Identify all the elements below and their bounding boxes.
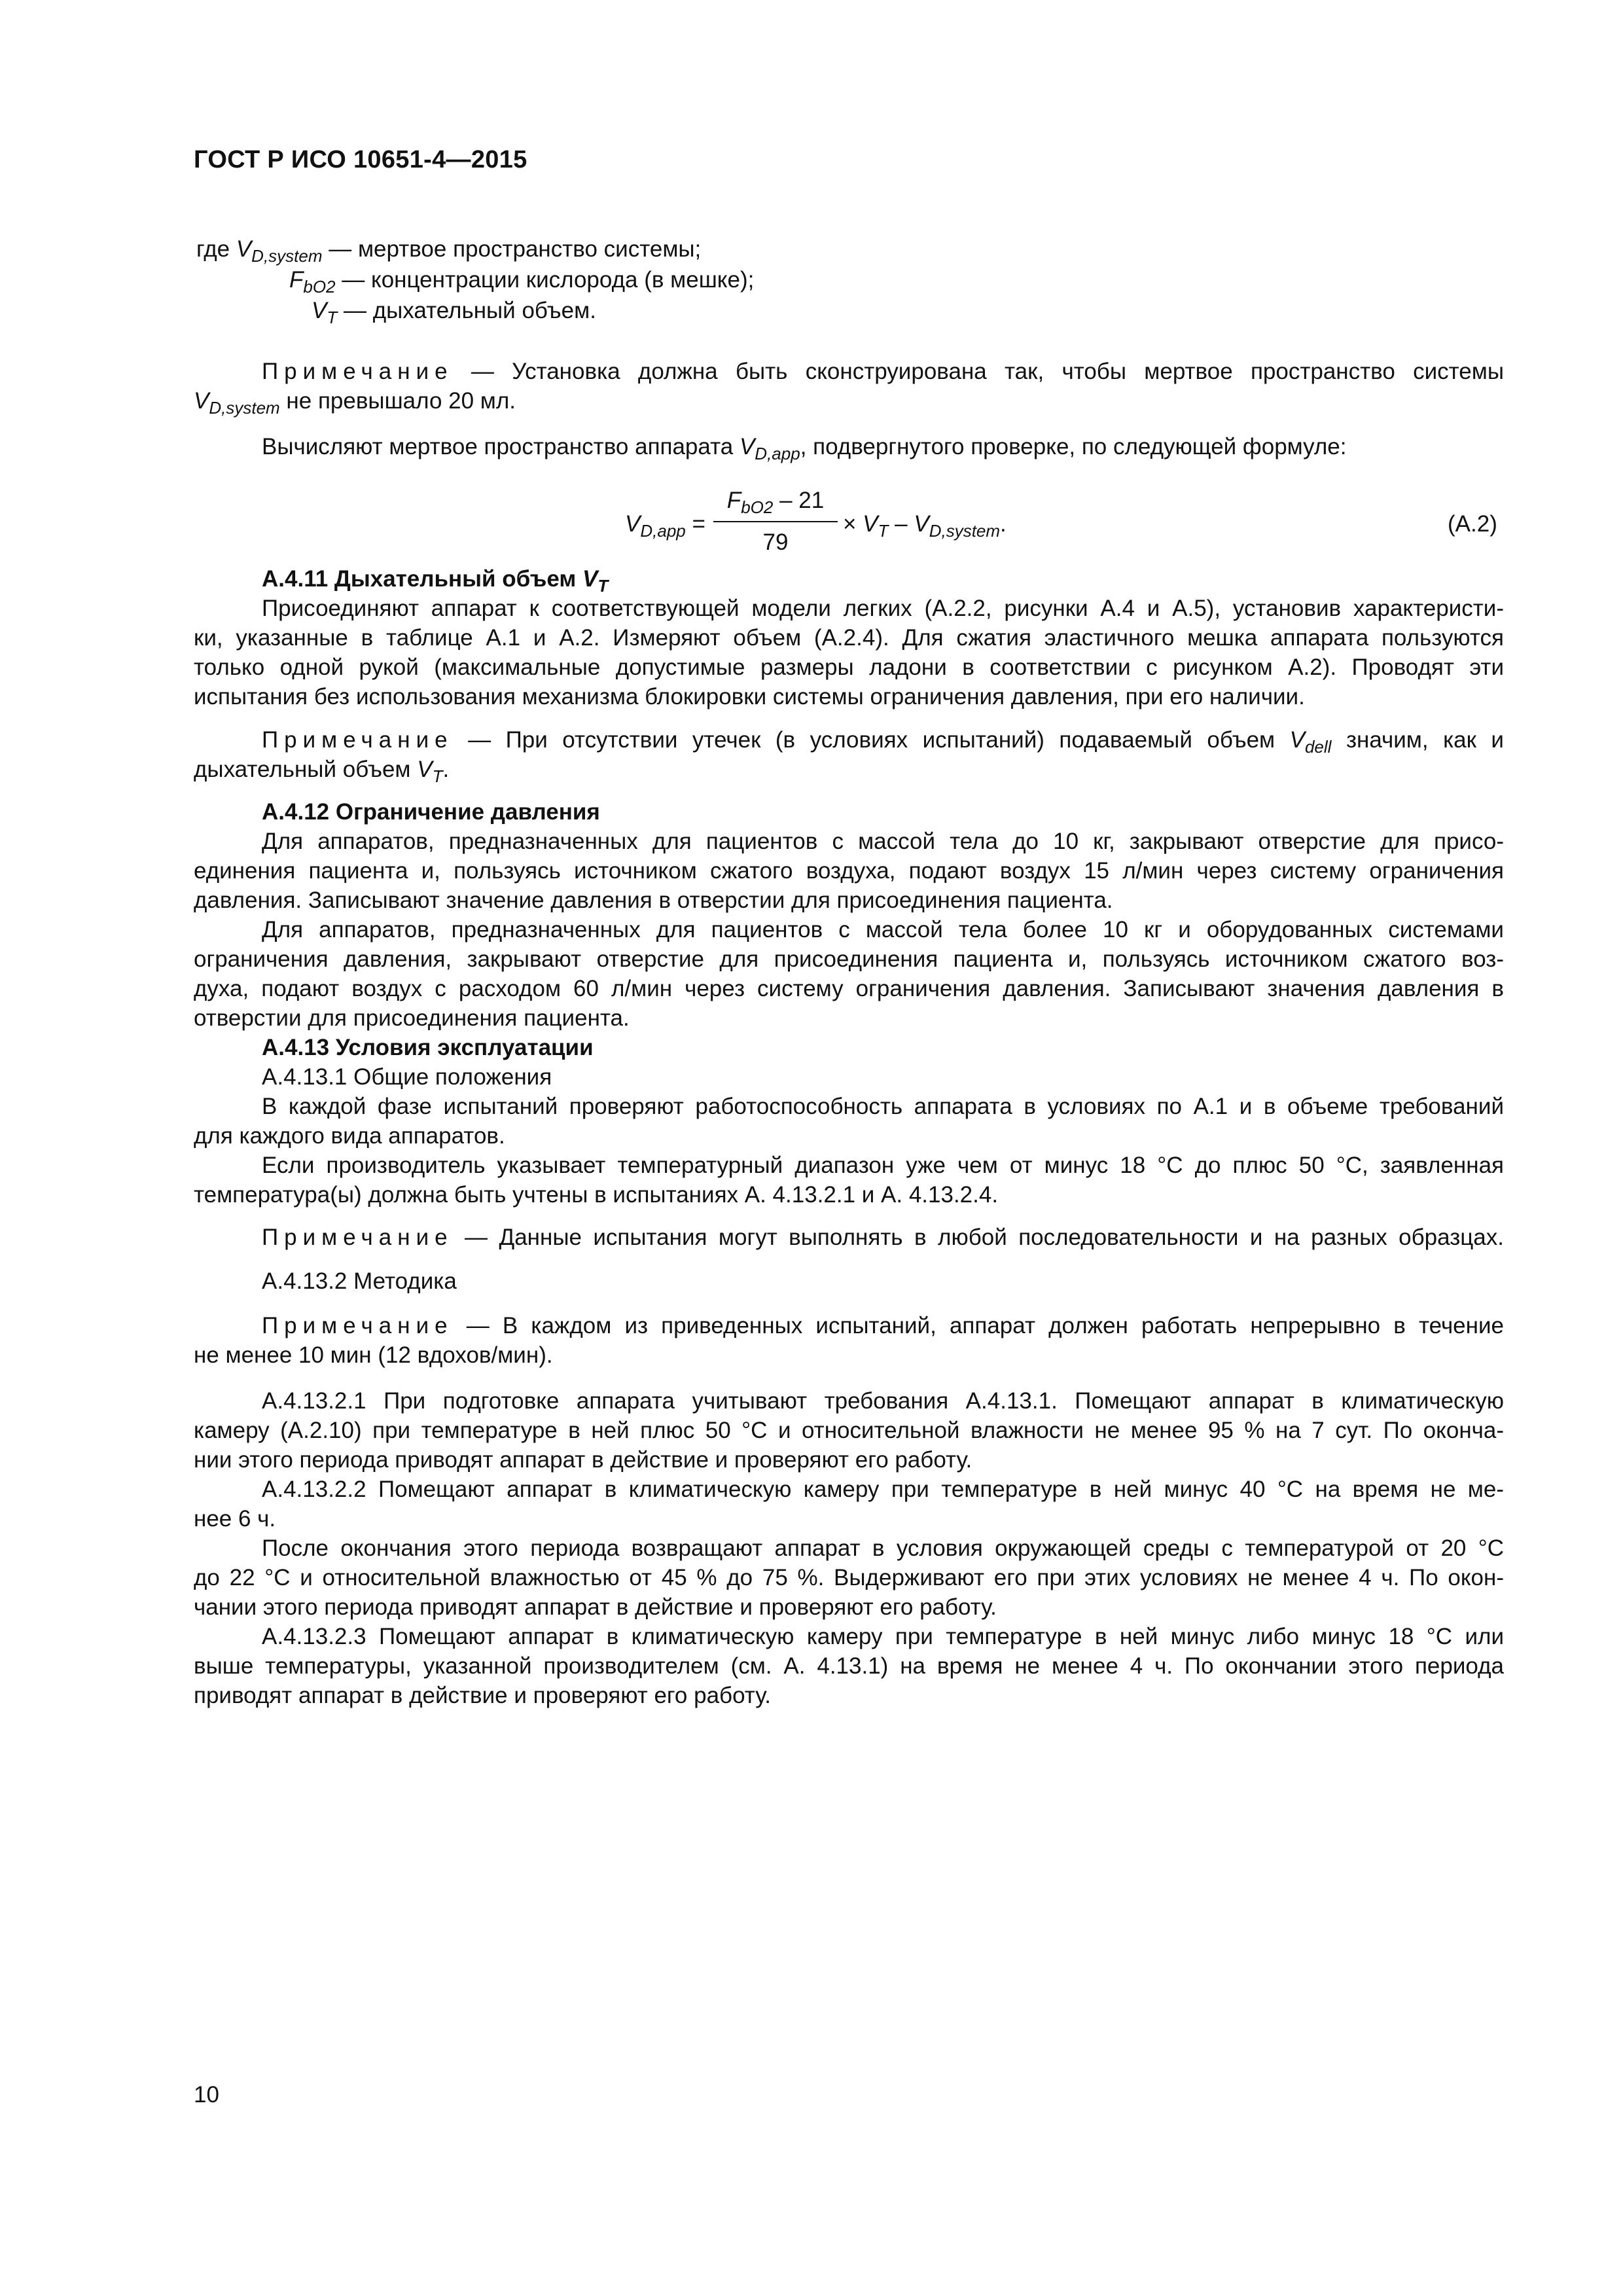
paragraph-line: В каждой фазе испытаний проверяют работоспособность аппарата в условиях по А.1 и в объеме требований xyxy=(262,1094,1504,1119)
subscript: bO2 xyxy=(303,277,336,296)
symbol: V xyxy=(194,388,209,414)
note-text: — В каждом из приведенных испытаний, аппарат должен работать непрерывно в течение xyxy=(466,1313,1504,1338)
fraction-denominator: 79 xyxy=(762,529,789,555)
formula-a2 xyxy=(0,484,1623,569)
definition-text: — дыхательный объем. xyxy=(343,298,596,323)
symbol: V xyxy=(625,511,641,537)
document-header: ГОСТ Р ИСО 10651-4—2015 xyxy=(194,146,527,173)
definition-prefix: где xyxy=(196,236,236,262)
numerator-text: – 21 xyxy=(773,488,825,513)
note-label: Примечание xyxy=(262,359,454,384)
formula-lhs xyxy=(625,509,705,539)
subscript: D,app xyxy=(755,444,800,463)
page-number: 10 xyxy=(194,2082,219,2108)
paragraph-line: нее 6 ч. xyxy=(194,1506,276,1532)
paragraph-text: Вычисляют мертвое пространство аппарата xyxy=(262,434,740,459)
subscript: bO2 xyxy=(741,497,774,517)
symbol: V xyxy=(417,757,433,782)
symbol: V xyxy=(236,236,252,262)
symbol: F xyxy=(289,267,304,293)
formula-rhs xyxy=(843,509,1007,539)
note-text: — Установка должна быть сконструирована так, чтобы мертвое пространство системы xyxy=(471,359,1504,384)
paragraph-line: приводят аппарат в действие и проверяют его работу. xyxy=(194,1683,771,1708)
paragraph-line: чании этого периода приводят аппарат в действие и проверяют его работу. xyxy=(194,1594,997,1620)
symbol: V xyxy=(582,566,598,592)
symbol: V xyxy=(1289,727,1305,753)
paragraph-line: Для аппаратов, предназначенных для пациентов с массой тела более 10 кг и оборудованных системами xyxy=(262,917,1504,942)
subscript: D,system xyxy=(929,521,1001,541)
subsection-heading-a4131: А.4.13.1 Общие положения xyxy=(262,1064,552,1090)
definition-vt xyxy=(312,296,596,325)
paragraph-line: Если производитель указывает температурный диапазон уже чем от минус 18 °С до плюс 50 °С, заявленная xyxy=(262,1153,1504,1178)
paragraph-text: , подвергнутого проверке, по следующей формуле: xyxy=(800,434,1347,459)
paragraph-line: ограничения давления, закрывают отверстие для присоединения пациента и, пользуясь источником сжатого воз- xyxy=(194,946,1504,972)
paragraph-line: А.4.13.2.1 При подготовке аппарата учитывают требования А.4.13.1. Помещают аппарат в климатическую xyxy=(262,1388,1504,1414)
symbol: V xyxy=(739,434,755,459)
equation-number: (А.2) xyxy=(1448,511,1497,537)
definition-fbo2 xyxy=(289,265,754,295)
symbol: V xyxy=(863,511,878,537)
symbol: F xyxy=(726,488,741,513)
note-3 xyxy=(262,1223,1504,1252)
definition-text: — мертвое пространство системы; xyxy=(329,236,702,262)
paragraph-line: А.4.13.2.2 Помещают аппарат в климатическую камеру при температуре в ней минус 40 °С на время не ме- xyxy=(262,1477,1504,1502)
note-2-line-2 xyxy=(194,755,449,784)
paragraph-line: Присоединяют аппарат к соответствующей модели легких (А.2.2, рисунки А.4 и А.5), установив характеристи- xyxy=(262,596,1504,621)
section-heading-a412: А.4.12 Ограничение давления xyxy=(262,799,600,825)
note-label: Примечание xyxy=(262,1313,454,1338)
subscript: T xyxy=(327,308,338,327)
paragraph-line: только одной рукой (максимальные допустимые размеры ладони в соответствии с рисунком А.2). Проводят эти xyxy=(194,655,1504,680)
note-text: не превышало 20 мл. xyxy=(279,388,516,414)
paragraph-line: А.4.13.2.3 Помещают аппарат в климатическую камеру при температуре в ней минус либо минус 18 °С или xyxy=(262,1624,1504,1649)
formula-fraction xyxy=(713,484,838,559)
paragraph-line: духа, подают воздух с расходом 60 л/мин через систему ограничения давления. Записывают значения давления в xyxy=(194,976,1504,1001)
fraction-numerator xyxy=(713,484,838,517)
definition-vd-system xyxy=(196,234,701,264)
fraction-bar xyxy=(713,521,838,522)
equals-sign: = xyxy=(685,511,705,537)
subscript: T xyxy=(597,576,609,596)
subscript: T xyxy=(432,766,443,786)
note-1-line-2 xyxy=(194,386,516,416)
note-2-line-1 xyxy=(262,725,1504,755)
formula-intro xyxy=(262,432,1346,461)
paragraph-line: камеру (А.2.10) при температуре в ней плюс 50 °С и относительной влажности не менее 95 % на 7 сут. По оконча- xyxy=(194,1418,1504,1443)
paragraph-line: Для аппаратов, предназначенных для пациентов с массой тела до 10 кг, закрывают отверстие для присо- xyxy=(262,829,1504,854)
subscript: T xyxy=(878,521,889,541)
paragraph-line: до 22 °С и относительной влажностью от 45 % до 75 %. Выдерживают его при этих условиях не менее 4 ч. По окон- xyxy=(194,1565,1504,1590)
note-4-line-1 xyxy=(262,1311,1504,1340)
section-heading-a411 xyxy=(262,564,608,594)
note-text: значим, как и xyxy=(1331,727,1504,753)
note-text: — Данные испытания могут выполнять в любой последовательности и на разных образцах. xyxy=(465,1225,1504,1250)
subscript: D,system xyxy=(251,246,323,266)
times-sign: × xyxy=(843,511,863,537)
definition-text: — концентрации кислорода (в мешке); xyxy=(342,267,755,293)
paragraph-line: ки, указанные в таблице А.1 и А.2. Измеряют объем (А.2.4). Для сжатия эластичного мешка аппарата пользуются xyxy=(194,625,1504,651)
subscript: D,system xyxy=(209,398,280,418)
paragraph-line: выше температуры, указанной производителем (см. А. 4.13.1) на время не менее 4 ч. По окончании этого периода xyxy=(194,1653,1504,1679)
note-label: Примечание xyxy=(262,1225,454,1250)
paragraph-line: испытания без использования механизма блокировки системы ограничения давления, при его наличии. xyxy=(194,684,1305,709)
period: . xyxy=(1000,511,1007,537)
note-text: дыхательный объем xyxy=(194,757,418,782)
paragraph-line: нии этого периода приводят аппарат в действие и проверяют его работу. xyxy=(194,1447,972,1473)
note-4-line-2: не менее 10 мин (12 вдохов/мин). xyxy=(194,1342,553,1368)
note-text: . xyxy=(442,757,450,782)
heading-text: А.4.11 Дыхательный объем xyxy=(262,566,582,592)
paragraph-line: давления. Записывают значение давления в отверстии для присоединения пациента. xyxy=(194,888,1113,913)
symbol: V xyxy=(914,511,929,537)
paragraph-line: температура(ы) должна быть учтены в испытаниях А. 4.13.2.1 и А. 4.13.2.4. xyxy=(194,1182,999,1208)
note-text: — При отсутствии утечек (в условиях испытаний) подаваемый объем xyxy=(468,727,1290,753)
section-heading-a413: А.4.13 Условия эксплуатации xyxy=(262,1035,594,1060)
paragraph-line: для каждого вида аппаратов. xyxy=(194,1123,505,1149)
paragraph-line: После окончания этого периода возвращают аппарат в условия окружающей среды с температурой от 20 °С xyxy=(262,1535,1504,1561)
subscript: dell xyxy=(1304,737,1332,757)
subsection-heading-a4132: А.4.13.2 Методика xyxy=(262,1268,457,1294)
subscript: D,app xyxy=(640,521,686,541)
note-label: Примечание xyxy=(262,727,454,753)
paragraph-line: отверстии для присоединения пациента. xyxy=(194,1005,630,1031)
note-1-line-1 xyxy=(262,357,1504,386)
minus-sign: – xyxy=(888,511,914,537)
paragraph-line: единения пациента и, пользуясь источником сжатого воздуха, подают воздух 15 л/мин через систему ограничения xyxy=(194,858,1504,884)
symbol: V xyxy=(312,298,327,323)
